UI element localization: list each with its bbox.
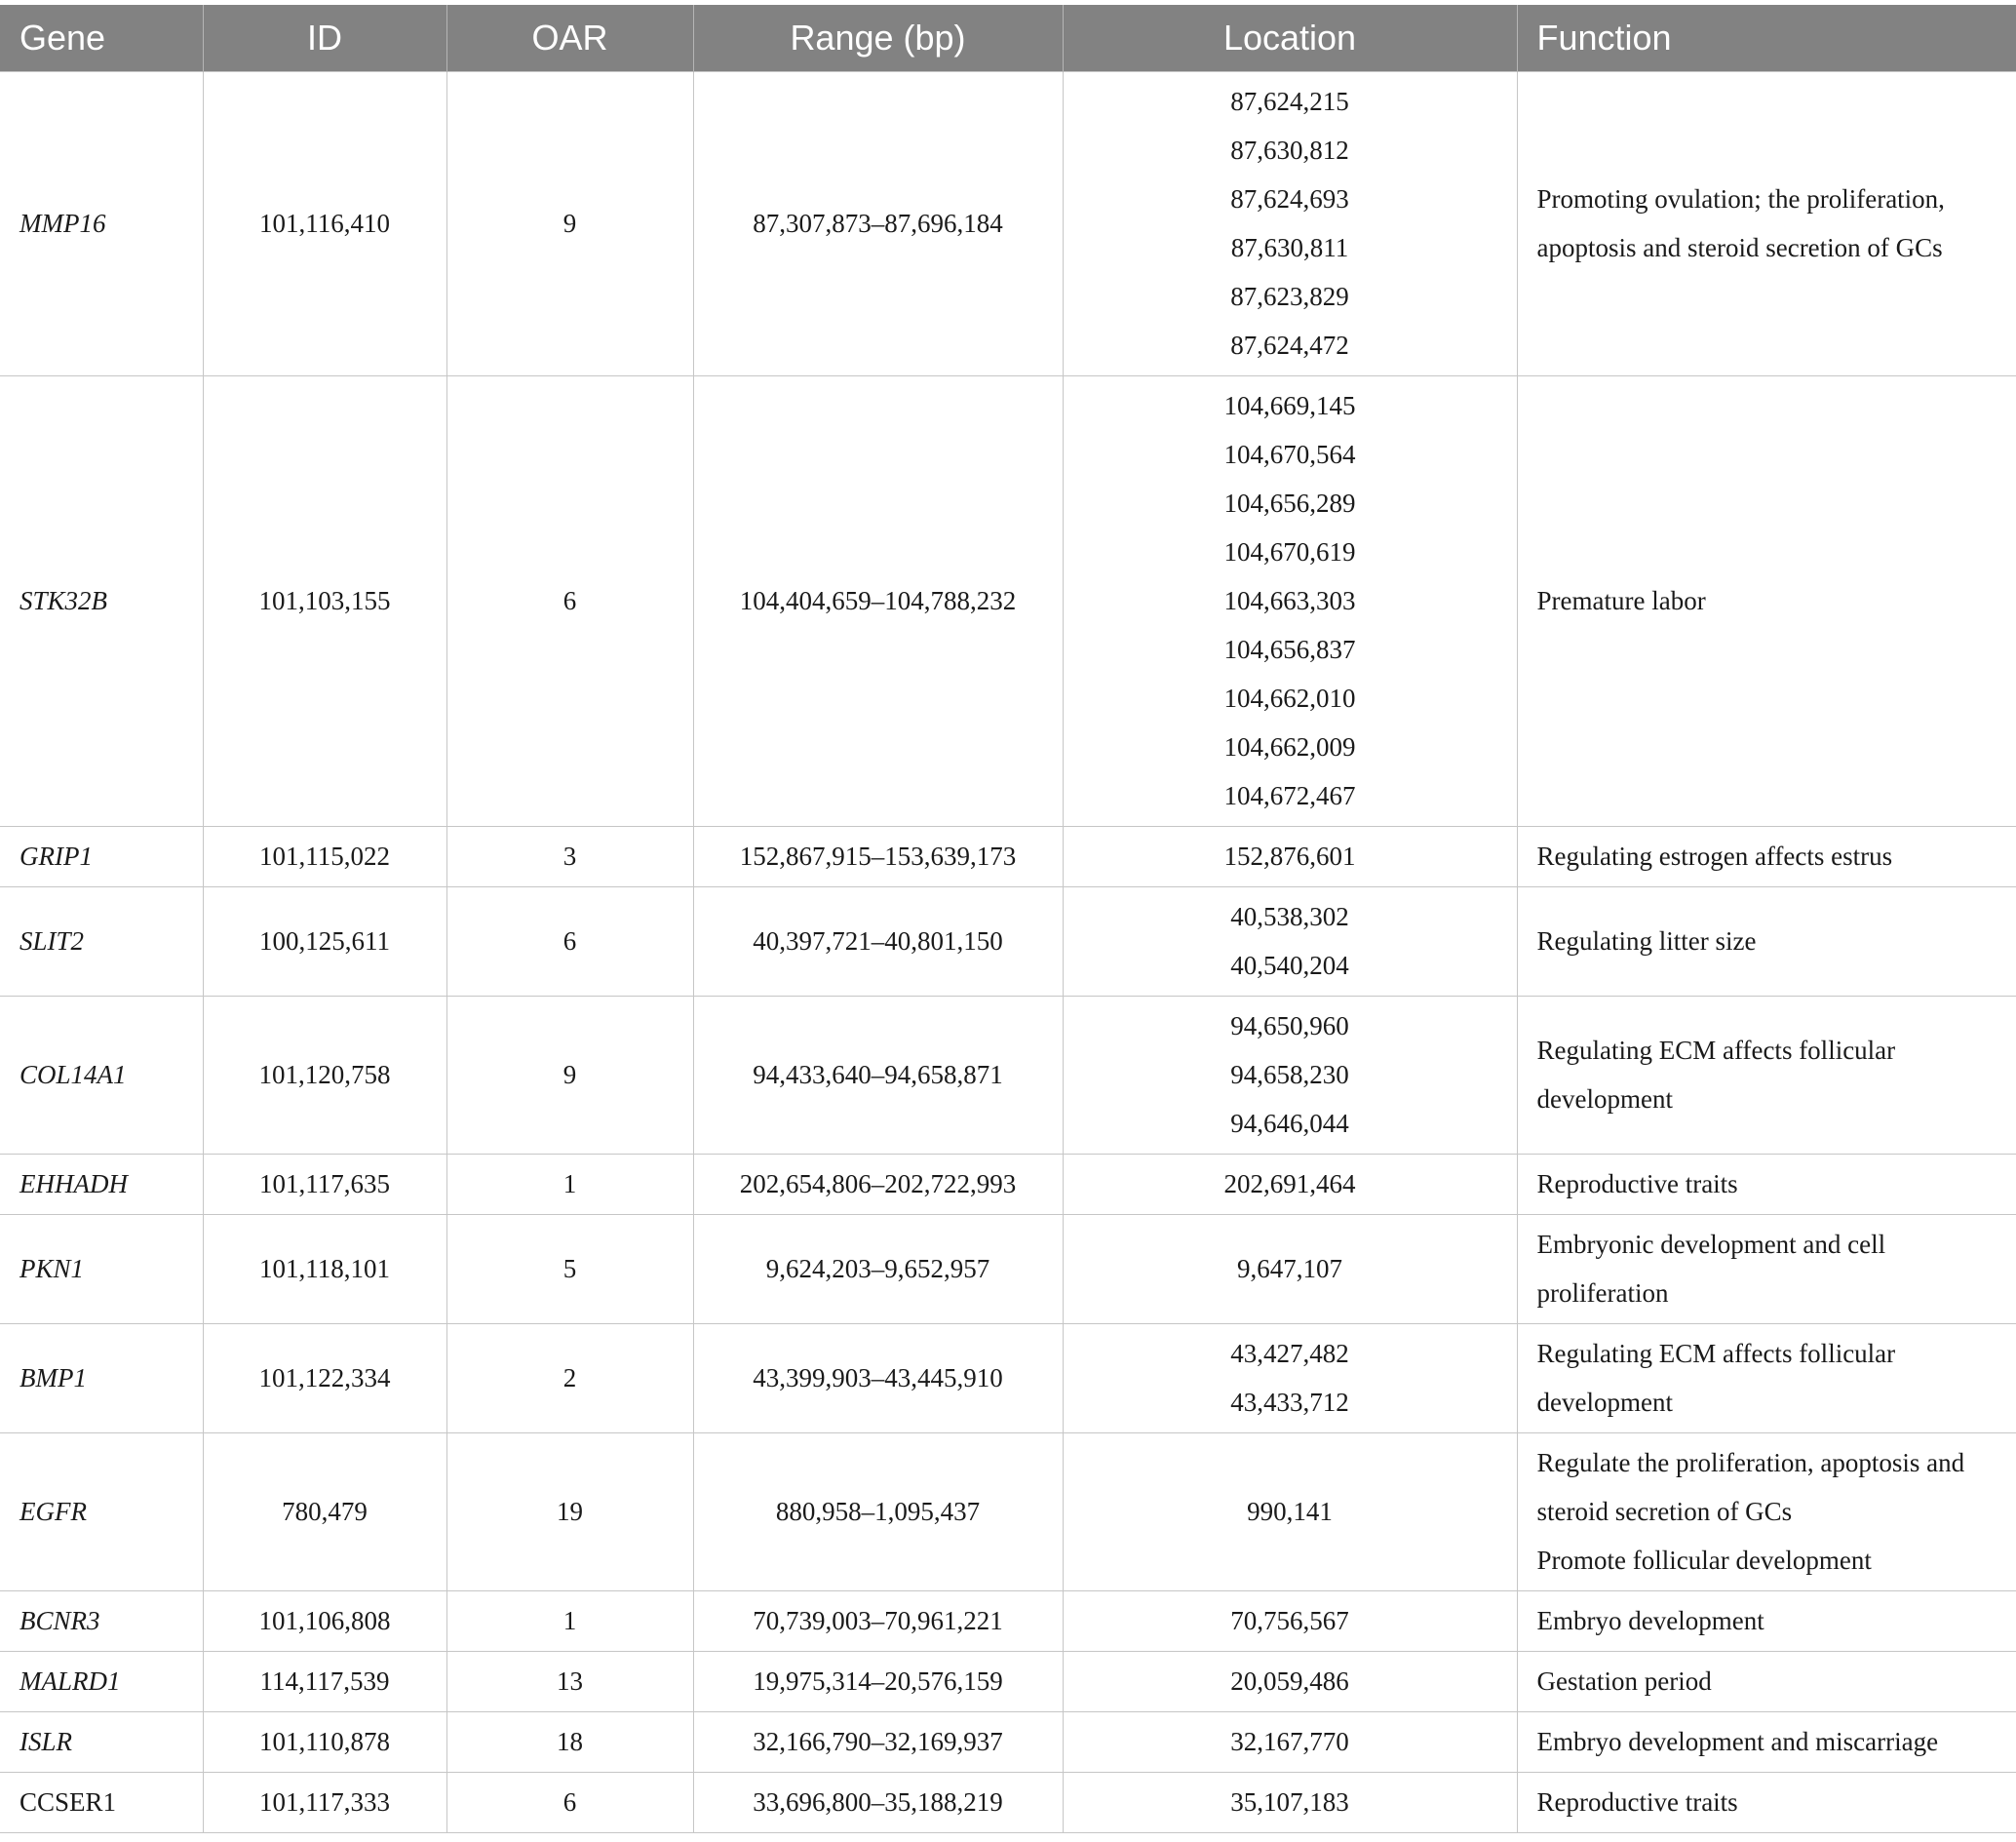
function-text: development [1536,1388,1673,1417]
function-text: Embryo development [1536,1606,1764,1635]
function-cell [1517,1652,2016,1712]
range-cell: 94,433,640–94,658,871 [693,997,1063,1155]
range-cell: 43,399,903–43,445,910 [693,1324,1063,1433]
header-location: Location [1063,5,1517,72]
header-function: Function [1517,5,2016,72]
id-cell: 101,120,758 [203,997,446,1155]
id-cell: 101,122,334 [203,1324,446,1433]
header-range: Range (bp) [693,5,1063,72]
range-cell: 87,307,873–87,696,184 [693,72,1063,376]
gene-cell: SLIT2 [0,887,203,997]
location-value: 202,691,464 [1223,1169,1356,1198]
function-text: Promoting ovulation; the proliferation, [1536,184,1945,214]
function-cell [1517,1155,2016,1215]
table-row [0,72,2016,376]
location-cell [1063,1324,1517,1433]
table-row [0,997,2016,1155]
range-cell: 70,739,003–70,961,221 [693,1591,1063,1652]
table-row [0,1712,2016,1773]
location-value: 40,538,302 [1230,902,1349,931]
location-cell [1063,1215,1517,1324]
oar-cell: 6 [446,1773,693,1833]
header-gene: Gene [0,5,203,72]
gene-cell: STK32B [0,376,203,827]
id-cell: 101,115,022 [203,827,446,887]
range-cell: 40,397,721–40,801,150 [693,887,1063,997]
range-cell: 9,624,203–9,652,957 [693,1215,1063,1324]
oar-cell: 5 [446,1215,693,1324]
location-value: 35,107,183 [1230,1787,1349,1817]
table-row [0,827,2016,887]
oar-cell: 9 [446,997,693,1155]
id-cell: 101,110,878 [203,1712,446,1773]
id-cell: 101,117,333 [203,1773,446,1833]
table-row [0,887,2016,997]
gene-cell: EHHADH [0,1155,203,1215]
table-row [0,376,2016,827]
location-value: 70,756,567 [1230,1606,1349,1635]
gene-cell: COL14A1 [0,997,203,1155]
location-value: 104,670,564 [1223,440,1356,469]
function-cell [1517,1324,2016,1433]
table-body [0,72,2016,1833]
function-cell [1517,376,2016,827]
range-cell: 202,654,806–202,722,993 [693,1155,1063,1215]
id-cell: 780,479 [203,1433,446,1591]
header-oar: OAR [446,5,693,72]
gene-cell: BCNR3 [0,1591,203,1652]
location-value: 104,672,467 [1223,781,1356,810]
location-value: 43,427,482 [1230,1339,1349,1368]
oar-cell: 9 [446,72,693,376]
function-cell [1517,1712,2016,1773]
function-text: development [1536,1084,1673,1114]
function-text: Promote follicular development [1536,1546,1872,1575]
id-cell: 101,118,101 [203,1215,446,1324]
oar-cell: 19 [446,1433,693,1591]
gene-cell: BMP1 [0,1324,203,1433]
range-cell: 33,696,800–35,188,219 [693,1773,1063,1833]
function-cell [1517,1215,2016,1324]
location-value: 104,656,837 [1223,635,1356,664]
location-cell [1063,827,1517,887]
header-id: ID [203,5,446,72]
function-text: Regulating ECM affects follicular [1536,1036,1896,1065]
range-cell: 152,867,915–153,639,173 [693,827,1063,887]
oar-cell: 18 [446,1712,693,1773]
table-row [0,1324,2016,1433]
location-value: 94,646,044 [1230,1109,1349,1138]
function-text: Regulate the proliferation, apoptosis and [1536,1448,1965,1477]
gene-cell: ISLR [0,1712,203,1773]
function-cell [1517,1433,2016,1591]
table-row [0,1652,2016,1712]
range-cell: 880,958–1,095,437 [693,1433,1063,1591]
range-cell: 104,404,659–104,788,232 [693,376,1063,827]
oar-cell: 6 [446,887,693,997]
location-value: 152,876,601 [1223,842,1356,871]
location-value: 9,647,107 [1237,1254,1342,1283]
function-text: Premature labor [1536,586,1706,615]
function-text: Regulating estrogen affects estrus [1536,842,1893,871]
gene-cell: PKN1 [0,1215,203,1324]
function-text: apoptosis and steroid secretion of GCs [1536,233,1943,262]
location-value: 32,167,770 [1230,1727,1349,1756]
function-text: Reproductive traits [1536,1787,1738,1817]
oar-cell: 2 [446,1324,693,1433]
function-text: proliferation [1536,1278,1669,1308]
table-row [0,1591,2016,1652]
id-cell: 101,103,155 [203,376,446,827]
gene-cell: EGFR [0,1433,203,1591]
table-row [0,1215,2016,1324]
oar-cell: 13 [446,1652,693,1712]
gene-table [0,5,2016,1833]
function-text: Embryo development and miscarriage [1536,1727,1939,1756]
gene-cell: GRIP1 [0,827,203,887]
oar-cell: 6 [446,376,693,827]
gene-cell: MMP16 [0,72,203,376]
function-text: Regulating ECM affects follicular [1536,1339,1896,1368]
oar-cell: 3 [446,827,693,887]
location-cell [1063,376,1517,827]
location-cell [1063,1773,1517,1833]
table-row [0,1773,2016,1833]
location-value: 87,623,829 [1230,282,1349,311]
range-cell: 19,975,314–20,576,159 [693,1652,1063,1712]
function-cell [1517,1773,2016,1833]
range-cell: 32,166,790–32,169,937 [693,1712,1063,1773]
location-cell [1063,1591,1517,1652]
location-value: 87,624,215 [1230,87,1349,116]
function-cell [1517,887,2016,997]
function-cell [1517,997,2016,1155]
location-cell [1063,887,1517,997]
function-text: steroid secretion of GCs [1536,1497,1793,1526]
location-cell [1063,1433,1517,1591]
location-cell [1063,1652,1517,1712]
function-text: Regulating litter size [1536,926,1757,956]
location-cell [1063,1155,1517,1215]
function-text: Gestation period [1536,1666,1712,1696]
function-cell [1517,827,2016,887]
id-cell: 101,106,808 [203,1591,446,1652]
location-value: 104,656,289 [1223,489,1356,518]
id-cell: 100,125,611 [203,887,446,997]
location-value: 94,650,960 [1230,1011,1349,1040]
oar-cell: 1 [446,1591,693,1652]
location-value: 104,662,010 [1223,684,1356,713]
location-value: 40,540,204 [1230,951,1349,980]
function-cell [1517,72,2016,376]
location-value: 104,670,619 [1223,537,1356,567]
location-value: 990,141 [1247,1497,1333,1526]
oar-cell: 1 [446,1155,693,1215]
table-row [0,1155,2016,1215]
function-text: Reproductive traits [1536,1169,1738,1198]
gene-cell: CCSER1 [0,1773,203,1833]
location-cell [1063,72,1517,376]
location-value: 94,658,230 [1230,1060,1349,1089]
location-cell [1063,997,1517,1155]
location-value: 87,630,812 [1230,136,1349,165]
location-value: 87,624,472 [1230,331,1349,360]
table-row [0,1433,2016,1591]
function-cell [1517,1591,2016,1652]
header-row [0,5,2016,72]
location-value: 104,669,145 [1223,391,1356,420]
gene-cell: MALRD1 [0,1652,203,1712]
location-cell [1063,1712,1517,1773]
function-text: Embryonic development and cell [1536,1230,1886,1259]
location-value: 104,662,009 [1223,732,1356,762]
location-value: 87,624,693 [1230,184,1349,214]
location-value: 20,059,486 [1230,1666,1349,1696]
table-header [0,5,2016,72]
id-cell: 101,117,635 [203,1155,446,1215]
id-cell: 114,117,539 [203,1652,446,1712]
location-value: 104,663,303 [1223,586,1356,615]
location-value: 87,630,811 [1230,233,1349,262]
id-cell: 101,116,410 [203,72,446,376]
location-value: 43,433,712 [1230,1388,1349,1417]
